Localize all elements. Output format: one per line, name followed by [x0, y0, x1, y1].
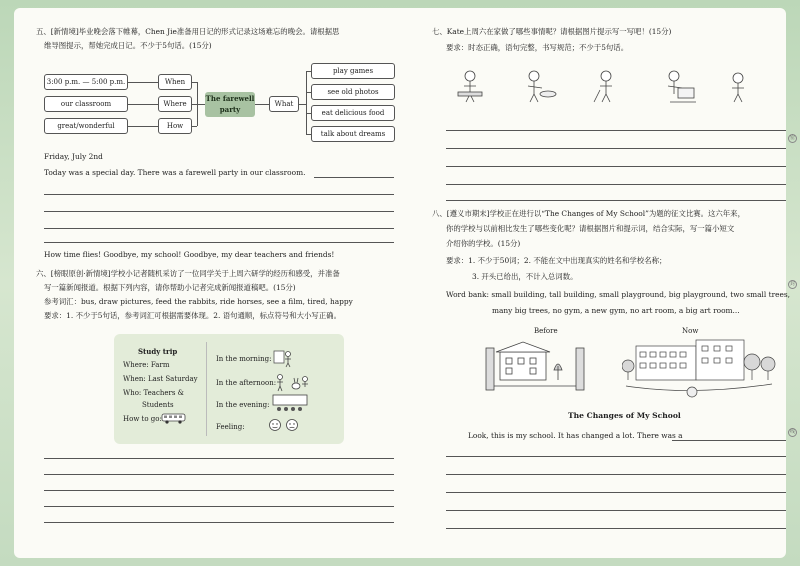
- study-trip-who: Who: Teachers &: [123, 389, 184, 397]
- mindmap-where-key: Where: [158, 96, 192, 112]
- mindmap-when-value: 3:00 p.m. — 5:00 p.m.: [44, 74, 128, 90]
- mindmap-what-item: play games: [311, 63, 395, 79]
- writing-line[interactable]: [44, 242, 394, 243]
- study-trip-title: Study trip: [138, 347, 178, 356]
- diary-last-sentence: How time flies! Goodbye, my school! Goodbye, my dear teachers and friends!: [44, 250, 335, 259]
- feeling-faces-icon: [268, 418, 304, 432]
- kate-cleaning-icon: [594, 71, 612, 102]
- section8-header-line3: 介绍你的学校。(15分): [446, 239, 521, 248]
- word-bank-line1: Word bank: small building, tall building, small playground, big playground, two small trees,: [446, 290, 791, 299]
- diary-first-sentence: Today was a special day. There was a farewell party in our classroom.: [44, 168, 306, 177]
- section6-header-line2: 写一篇新闻报道。根据下列内容，请你帮助小记者完成新闻报道稿吧。(15分): [44, 283, 296, 292]
- bus-icon: [161, 412, 187, 424]
- kate-activity-pictures: [456, 66, 756, 106]
- section8-req1: 要求：1. 不少于50词；2. 不能在文中出现真实的姓名和学校名称；: [446, 256, 667, 265]
- section7-requirements: 要求：时态正确，语句完整，书写规范；不少于5句话。: [446, 43, 629, 52]
- study-trip-how: How to go:: [123, 415, 162, 423]
- mindmap-where-value: our classroom: [44, 96, 128, 112]
- section8-header-line2: 你的学校与以前相比发生了哪些变化呢？请根据图片和提示词，结合实际，写一篇小短文: [446, 224, 735, 233]
- mindmap-line: [298, 104, 306, 105]
- mindmap-what-item: eat delicious food: [311, 105, 395, 121]
- feeding-rabbits-icon: [274, 372, 310, 392]
- writing-line[interactable]: [672, 440, 786, 441]
- mindmap-when-key: When: [158, 74, 192, 90]
- study-trip-evening: In the evening:: [216, 401, 270, 409]
- mindmap-line: [128, 126, 158, 127]
- mindmap-line: [128, 82, 158, 83]
- section7-header: 七、Kate上周六在家做了哪些事情呢？请根据图片提示写一写吧！(15分): [432, 27, 672, 36]
- school-before-image: [480, 336, 600, 402]
- study-trip-feeling: Feeling:: [216, 423, 245, 431]
- section5-header-line2: 维导图提示，帮她完成日记。不少于5句话。(15分): [44, 41, 212, 50]
- now-label: Now: [682, 327, 699, 335]
- writing-line[interactable]: [44, 522, 394, 523]
- mindmap-what-key: What: [269, 96, 299, 112]
- study-trip-who-2: Students: [142, 401, 174, 409]
- margin-mark: 线: [789, 429, 795, 435]
- writing-line[interactable]: [446, 492, 786, 493]
- writing-line[interactable]: [44, 474, 394, 475]
- card-divider: [206, 342, 207, 436]
- worksheet-page: [14, 8, 795, 558]
- margin-mark: 封: [789, 281, 795, 287]
- writing-line[interactable]: [44, 228, 394, 229]
- mindmap-line: [255, 104, 269, 105]
- mindmap-line: [191, 126, 197, 127]
- writing-line[interactable]: [446, 130, 786, 131]
- writing-line[interactable]: [446, 474, 786, 475]
- reference-words: 参考词汇：bus, draw pictures, feed the rabbits, ride horses, see a film, tired, happy: [44, 297, 353, 306]
- writing-line[interactable]: [446, 200, 786, 201]
- kate-reading-icon: [458, 71, 482, 102]
- study-trip-afternoon: In the afternoon:: [216, 379, 277, 387]
- study-trip-when: When: Last Saturday: [123, 375, 198, 383]
- kate-cooking-icon: [528, 71, 556, 102]
- drawing-picture-icon: [272, 348, 294, 368]
- writing-line[interactable]: [44, 211, 394, 212]
- section6-header-line1: 六、[榜眼原创·新情境]学校小记者随机采访了一位同学关于上周六研学的经历和感受，并准备: [36, 269, 340, 278]
- before-label: Before: [534, 327, 558, 335]
- mindmap-line: [191, 104, 205, 105]
- section8-header-line1: 八、[遵义市期末]学校正在进行以“The Changes of My School”为题的征文比赛。这六年来，: [432, 209, 745, 218]
- essay-start: Look, this is my school. It has changed a lot. There was a: [468, 431, 683, 440]
- section6-requirements: 要求：1. 不少于5句话，参考词汇可根据需要体现。2. 语句通顺，标点符号和大小写正确。: [44, 311, 341, 320]
- margin-mark: 密: [789, 135, 795, 141]
- writing-line[interactable]: [314, 177, 394, 178]
- mindmap-line: [128, 104, 158, 105]
- section5-header-line1: 五、[新情境]毕业晚会落下帷幕，Chen Jie准备用日记的形式记录这场难忘的晚会。请根据思: [36, 27, 340, 36]
- writing-line[interactable]: [44, 458, 394, 459]
- writing-line[interactable]: [446, 510, 786, 511]
- writing-line[interactable]: [44, 490, 394, 491]
- mindmap-how-key: How: [158, 118, 192, 134]
- study-trip-morning: In the morning:: [216, 355, 272, 363]
- writing-line[interactable]: [446, 528, 786, 529]
- section8-req2: 3. 开头已给出，不计入总词数。: [472, 272, 578, 281]
- mindmap-what-item: see old photos: [311, 84, 395, 100]
- mindmap-how-value: great/wonderful: [44, 118, 128, 134]
- mindmap-what-item: talk about dreams: [311, 126, 395, 142]
- study-trip-where: Where: Farm: [123, 361, 170, 369]
- diary-date: Friday, July 2nd: [44, 152, 103, 161]
- writing-line[interactable]: [44, 506, 394, 507]
- writing-line[interactable]: [446, 166, 786, 167]
- writing-line[interactable]: [446, 456, 786, 457]
- writing-line[interactable]: [44, 194, 394, 195]
- kate-sleeping-icon: [732, 73, 744, 102]
- mindmap-center: The farewell party: [205, 92, 255, 117]
- writing-line[interactable]: [446, 184, 786, 185]
- mindmap-line: [306, 71, 307, 134]
- essay-title: The Changes of My School: [568, 411, 681, 420]
- watching-film-icon: [272, 394, 308, 412]
- kate-writing-icon: [668, 71, 696, 102]
- writing-line[interactable]: [446, 148, 786, 149]
- word-bank-line2: many big trees, no gym, a new gym, no art room, a big art room...: [492, 306, 740, 315]
- school-now-image: [622, 336, 782, 402]
